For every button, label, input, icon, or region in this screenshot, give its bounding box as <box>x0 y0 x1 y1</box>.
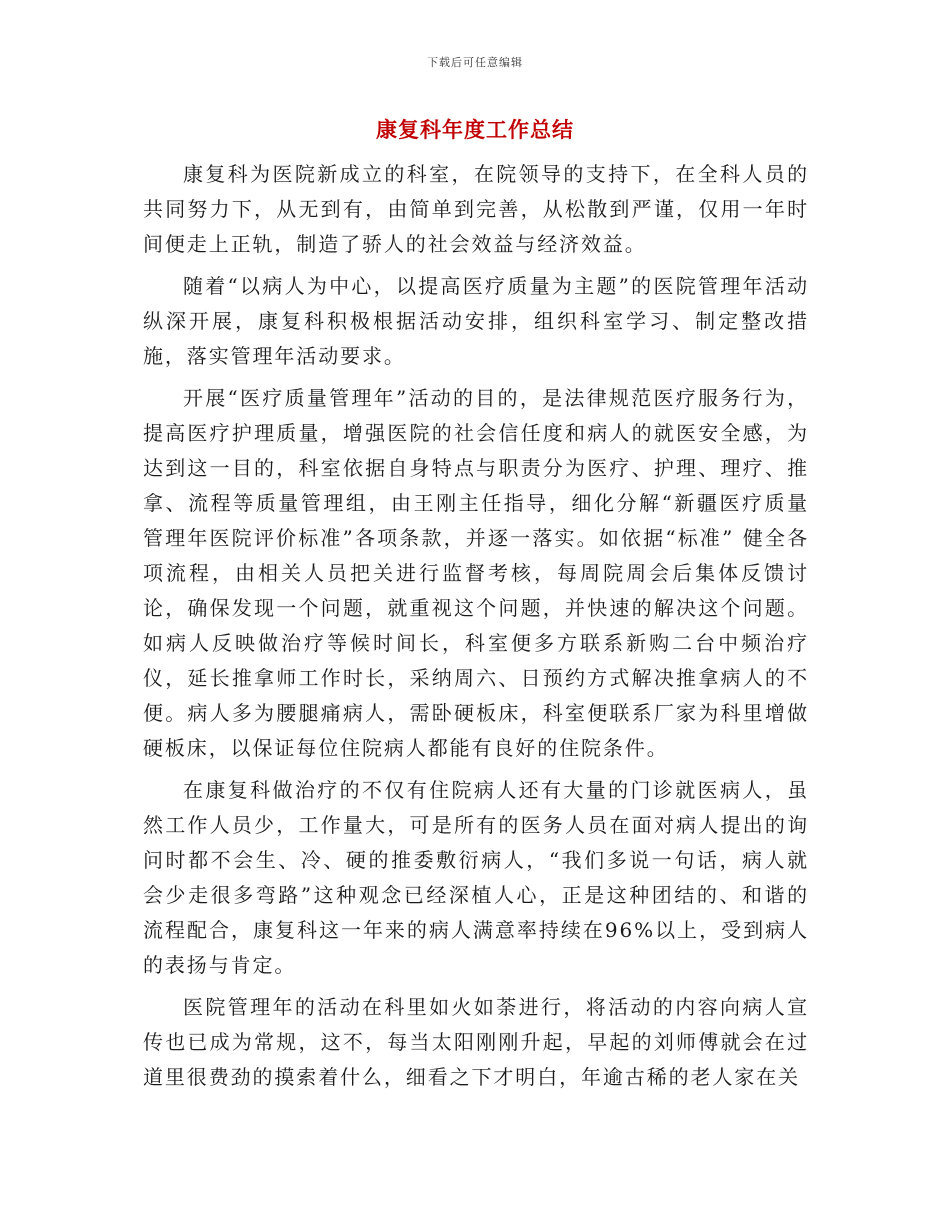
document-title: 康复科年度工作总结 <box>376 117 574 142</box>
paragraph-3: 开展“医疗质量管理年”活动的目的，是法律规范医疗服务行为，提高医疗护理质量，增强医院的社会信任度和病人的就医安全感，为达到这一目的，科室依据自身特点与职责分为医疗、护理、理疗、推拿、流程等质量管理组，由王刚主任指导，细化分解“新疆医疗质量管理年医院评价标准”各项条款，并逐一落实。如依据“标准” 健全各项流程，由相关人员把关进行监督考核，每周院周会后集体反馈讨论，确保发现一个问题，就重视这个问题，并快速的解决这个问题。如病人反映做治疗等候时间长，科室便多方联系新购二台中频治疗仪，延长推拿师工作时长，采纳周六、日预约方式解决推拿病人的不便。病人多为腰腿痛病人，需卧硬板床，科室便联系厂家为科里增做硬板床，以保证每位住院病人都能有良好的住院条件。 <box>143 386 809 760</box>
header-note: 下载后可任意编辑 <box>427 56 523 69</box>
paragraph-4: 在康复科做治疗的不仅有住院病人还有大量的门诊就医病人，虽然工作人员少，工作量大，可是所有的医务人员在面对病人提出的询问时都不会生、冷、硬的推委敷衍病人，“我们多说一句话，病人就会少走很多弯路”这种观念已经深植人心，正是这种团结的、和谐的流程配合，康复科这一年来的病人满意率持续在96%以上，受到病人的表扬与肯定。 <box>143 778 809 977</box>
paragraph-2: 随着“以病人为中心，以提高医疗质量为主题”的医院管理年活动纵深开展，康复科积极根据活动安排，组织科室学习、制定整改措施，落实管理年活动要求。 <box>143 274 809 368</box>
paragraph-1: 康复科为医院新成立的科室，在院领导的支持下，在全科人员的共同努力下，从无到有，由简单到完善，从松散到严谨，仅用一年时间便走上正轨，制造了骄人的社会效益与经济效益。 <box>143 162 809 256</box>
paragraph-5: 医院管理年的活动在科里如火如荼进行，将活动的内容向病人宣传也已成为常规，这不，每当太阳刚刚升起，早起的刘师傅就会在过道里很费劲的摸索着什么，细看之下才明白，年逾古稀的老人家在关 <box>143 995 809 1089</box>
document-body <box>143 157 809 1102</box>
